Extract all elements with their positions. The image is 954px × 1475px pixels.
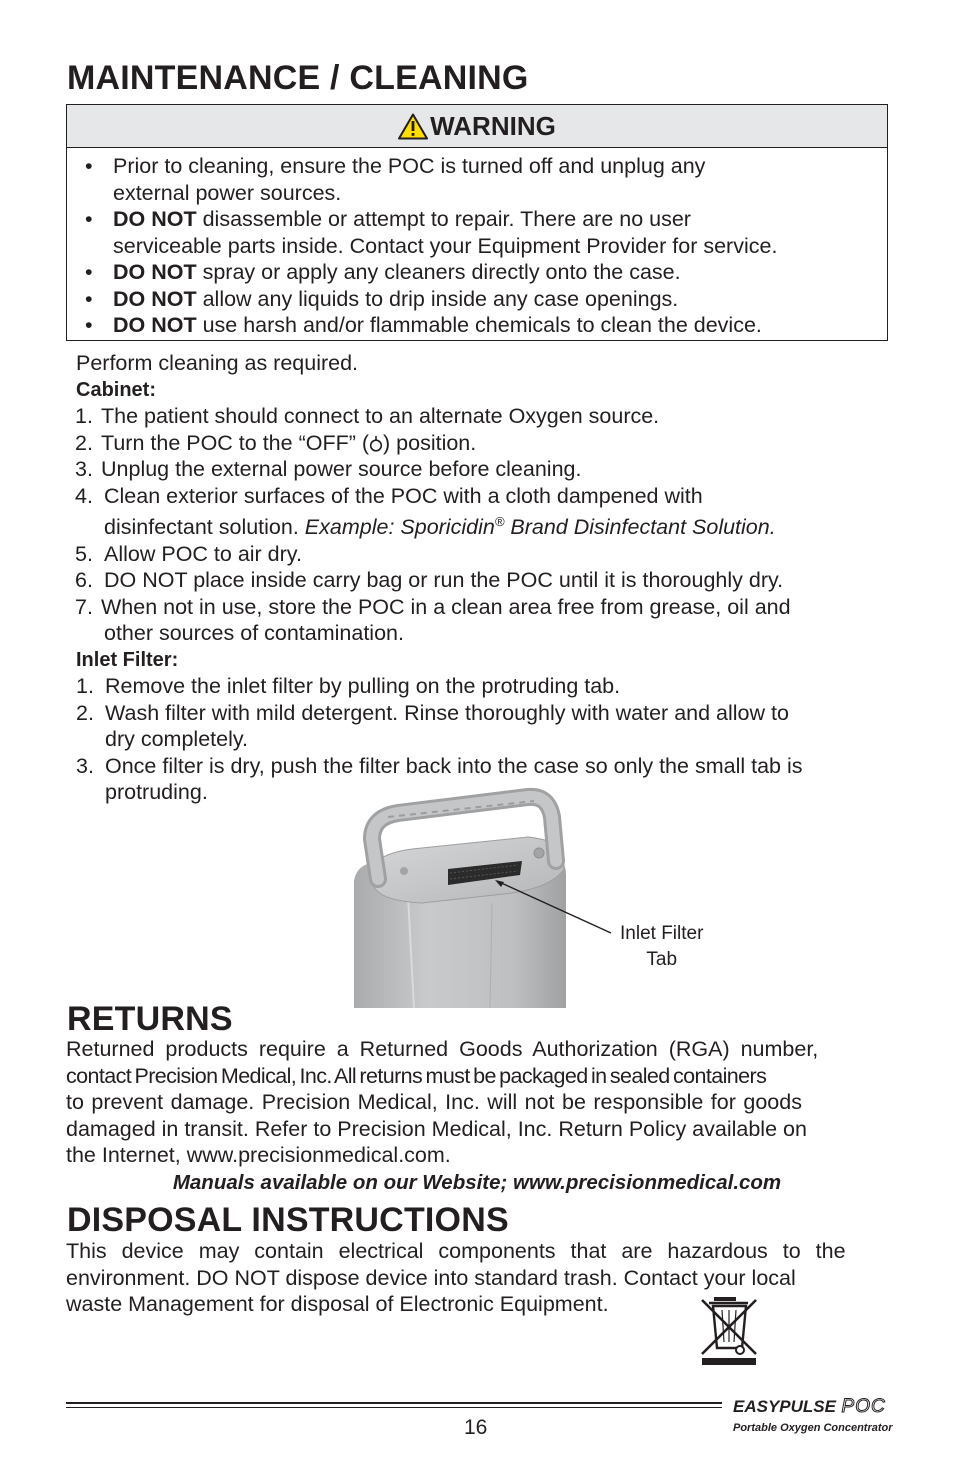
disposal-line: waste Management for disposal of Electronic Equipment. [66, 1292, 609, 1316]
warning-label: WARNING [430, 110, 556, 141]
step-text: Remove the inlet filter by pulling on the protruding tab. [105, 674, 621, 699]
cleaning-section [76, 350, 802, 806]
warning-text: allow any liquids to drip inside any case openings. [196, 286, 679, 311]
step-text: When not in use, store the POC in a clean area free from grease, oil and [101, 594, 791, 619]
step-number: 2. [75, 430, 93, 455]
step-text: Unplug the external power source before cleaning. [101, 457, 582, 481]
callout-line: Inlet Filter [620, 923, 704, 944]
page-number: 16 [464, 1416, 488, 1439]
cabinet-heading: Cabinet: [76, 378, 156, 401]
callout-label [620, 921, 703, 973]
disposal-title: DISPOSAL INSTRUCTIONS [67, 1201, 509, 1239]
disposal-line: This device may contain electrical components that are hazardous to the [66, 1239, 846, 1263]
step-number: 3. [76, 753, 94, 778]
step-item [75, 567, 802, 594]
returns-line: to prevent damage. Precision Medical, Inc. will not be responsible for goods [66, 1090, 802, 1114]
step-item [75, 430, 802, 457]
step-item [75, 483, 802, 541]
step-text: DO NOT place inside carry bag or run the POC until it is thoroughly dry. [104, 568, 784, 593]
brand-logo-easy: EASY [733, 1397, 780, 1416]
step-text: Turn the POC to the “OFF” ( [101, 430, 370, 455]
inlet-filter-heading: Inlet Filter: [76, 648, 179, 671]
step-item [76, 700, 802, 753]
warning-text: disassemble or attempt to repair. There are no user [196, 207, 691, 231]
returns-paragraph [66, 1036, 818, 1169]
brand-logo-pulse: PULSE [779, 1397, 836, 1416]
disposal-line: environment. DO NOT dispose device into standard trash. Contact your local [66, 1265, 796, 1290]
warning-triangle-icon [398, 113, 428, 140]
step-text: Once filter is dry, push the filter back into the case so only the small tab is [105, 753, 803, 778]
callout-pointer [495, 877, 615, 937]
manuals-note: Manuals available on our Website; www.precisionmedical.com [172, 1171, 782, 1194]
step-number: 3. [75, 457, 93, 481]
warning-emphasis: DO NOT [113, 286, 197, 311]
registered-mark: ® [494, 514, 505, 529]
step-text: dry completely. [105, 727, 248, 752]
step-number: 4. [75, 483, 93, 508]
warning-box [66, 104, 888, 341]
warning-emphasis: DO NOT [113, 313, 197, 337]
step-item [75, 541, 802, 568]
step-item [75, 456, 802, 483]
warning-text: use harsh and/or flammable chemicals to clean the device. [196, 313, 762, 337]
returns-line: contact Precision Medical, Inc. All returns must be packaged in sealed containers [66, 1063, 767, 1088]
returns-line: Returned products require a Returned Goods Authorization (RGA) number, [66, 1037, 819, 1061]
warning-item: • DO NOT disassemble or attempt to repair. There are no user serviceable parts inside. Contact your Equipment Provider for service. [85, 207, 778, 258]
warning-text: spray or apply any cleaners directly onto the case. [196, 260, 681, 284]
step-text: disinfectant solution. [104, 515, 305, 540]
brand-subtitle: Portable Oxygen Concentrator [733, 1422, 893, 1434]
warning-emphasis: DO NOT [113, 207, 197, 231]
step-text: The patient should connect to an alternate Oxygen source. [101, 404, 660, 428]
step-number: 5. [75, 541, 93, 566]
step-text: Wash filter with mild detergent. Rinse thoroughly with water and allow to [105, 700, 789, 725]
callout-line: Tab [646, 949, 678, 970]
step-number: 2. [76, 700, 94, 725]
step-number: 7. [75, 594, 93, 619]
step-item [75, 594, 802, 647]
step-item [75, 403, 802, 430]
returns-line: damaged in transit. Refer to Precision Medical, Inc. Return Policy available on [66, 1116, 807, 1141]
warning-list [67, 148, 887, 339]
step-text: ) position. [383, 430, 477, 455]
weee-crossed-bin-icon [698, 1294, 762, 1366]
step-text: Clean exterior surfaces of the POC with a cloth dampened with [104, 483, 703, 508]
warning-text: Prior to cleaning, ensure the POC is turned off and unplug any [113, 154, 706, 178]
example-text: Example: Sporicidin [304, 515, 495, 540]
step-text: protruding. [105, 780, 208, 805]
page-title: MAINTENANCE / CLEANING [67, 59, 529, 97]
brand-logo [733, 1395, 886, 1418]
step-number: 6. [75, 568, 93, 593]
returns-line: the Internet, www.precisionmedical.com. [66, 1143, 451, 1167]
warning-item: • Prior to cleaning, ensure the POC is turned off and unplug any external power sources. [85, 154, 706, 205]
cabinet-steps [75, 403, 802, 647]
warning-item: • DO NOT use harsh and/or flammable chemicals to clean the device. [85, 313, 762, 337]
warning-emphasis: DO NOT [113, 260, 197, 284]
brand-logo-poc: POC [841, 1396, 886, 1417]
warning-text: external power sources. [113, 180, 342, 205]
step-number: 1. [75, 404, 93, 428]
warning-header [67, 105, 887, 148]
step-number: 1. [76, 674, 94, 699]
power-off-icon [369, 435, 383, 453]
step-text: other sources of contamination. [104, 621, 404, 646]
warning-item: • DO NOT spray or apply any cleaners directly onto the case. [85, 260, 681, 284]
cleaning-intro: Perform cleaning as required. [76, 351, 359, 375]
footer-rule [66, 1402, 722, 1411]
example-text: Brand Disinfectant Solution. [504, 515, 776, 540]
warning-item: • DO NOT allow any liquids to drip inside any case openings. [85, 286, 679, 311]
step-item [76, 673, 802, 700]
warning-text: serviceable parts inside. Contact your Equipment Provider for service. [113, 233, 778, 258]
returns-title: RETURNS [67, 1000, 233, 1038]
step-text: Allow POC to air dry. [104, 541, 302, 566]
